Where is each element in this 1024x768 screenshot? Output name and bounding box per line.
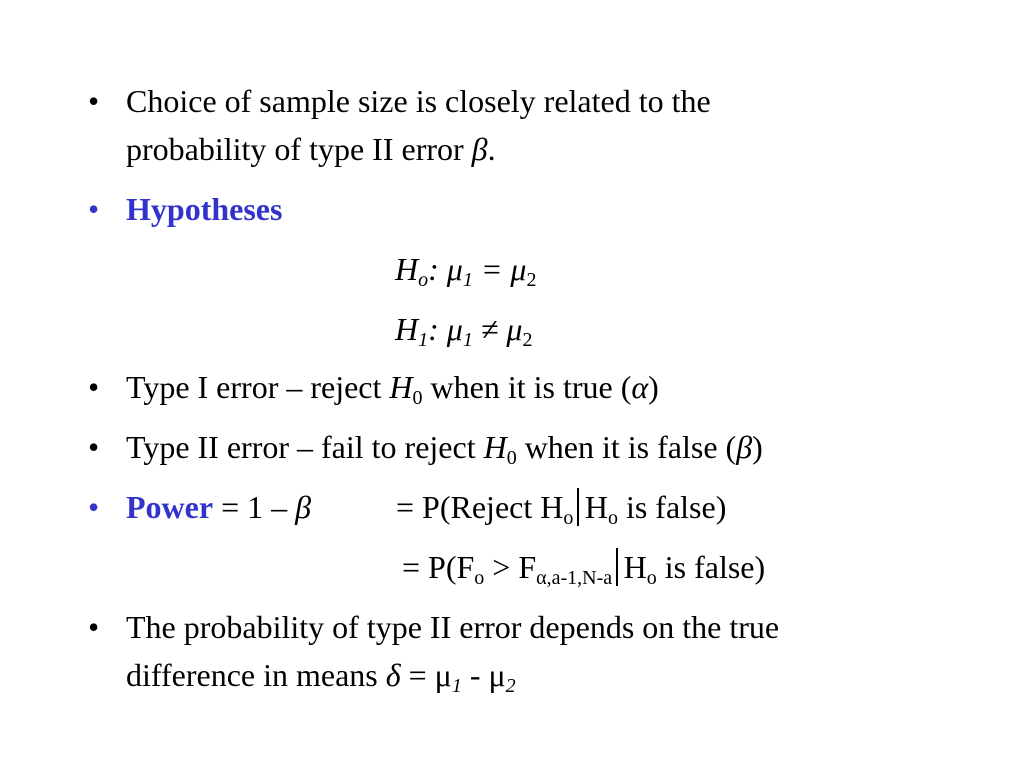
bullet-1-line-1: Choice of sample size is closely related to the [126,83,711,119]
power-line1-b: H [584,489,608,525]
h1-neq-mu2: ≠ μ [472,311,523,347]
beta-symbol: β [471,131,488,167]
type-one-error [126,368,659,409]
delta-sub2: 2 [505,675,516,697]
type-two-error [126,428,763,469]
type-one-text-a: Type I error – reject [126,369,390,405]
given-bar-1 [577,488,579,526]
h0-eq-mu2: = μ [472,251,527,287]
h1-H: H [395,311,419,347]
type-two-H: H [483,429,507,465]
type-two-close: ) [752,429,763,465]
power-line1-sub: o [563,507,574,529]
type-one-sub: 0 [412,387,423,409]
delta-minus: - μ [461,657,506,693]
h1-mu1: : μ [428,311,463,347]
power-eq: = 1 – [213,489,296,525]
bullet-2-marker: • [88,191,100,227]
bullet-1-text: probability of type II error [126,131,472,167]
type-two-text-a: Type II error – fail to reject [126,429,484,465]
power-line-2 [402,548,766,589]
bullet-5-marker: • [88,489,100,525]
power-line2-a: = P(F [402,549,475,585]
power-line1-c: is false) [617,489,727,525]
power-label: Power [126,489,214,525]
h0-H: H [395,251,419,287]
h1-mu2-sub: 2 [522,329,533,351]
bullet-6-marker: • [88,609,100,645]
alpha-symbol: α [631,369,649,405]
period: . [487,131,496,167]
bullet-6-line-2 [126,656,516,697]
type-one-H: H [389,369,413,405]
alternative-hypothesis [395,310,533,351]
bullet-1-line-2 [126,130,496,168]
power-line1-sub2: o [607,507,618,529]
h0-mu1-sub: 1 [462,269,473,291]
bullet-1-marker: • [88,83,100,119]
delta-symbol: δ [385,657,401,693]
power-line2-b: > F [484,549,537,585]
null-hypothesis [395,250,537,291]
power-line2-d: is false) [656,549,766,585]
type-two-sub: 0 [506,447,517,469]
power-line-1 [396,488,727,529]
power-line1-a: = P(Reject H [396,489,564,525]
bullet-3-marker: • [88,369,100,405]
h1-mu1-sub: 1 [462,329,473,351]
type-two-text-b: when it is false ( [516,429,737,465]
power-line2-sub: o [474,567,485,589]
power-line2-sub2: α,a-1,N-a [536,567,613,589]
h1-sub: 1 [418,329,429,351]
power-line2-sub3: o [646,567,657,589]
difference-text: difference in means [126,657,386,693]
power-definition [126,488,311,526]
delta-eq: = μ [400,657,452,693]
power-line2-c: H [623,549,647,585]
h0-sub: o [418,269,429,291]
beta-symbol-2: β [736,429,753,465]
h0-mu2-sub: 2 [526,269,537,291]
hypotheses-heading: Hypotheses [126,191,283,227]
delta-sub1: 1 [451,675,462,697]
type-one-text-b: when it is true ( [422,369,632,405]
h0-mu1: : μ [428,251,463,287]
given-bar-2 [616,548,618,586]
type-one-close: ) [648,369,659,405]
bullet-6-line-1: The probability of type II error depends on the true [126,609,780,645]
bullet-4-marker: • [88,429,100,465]
beta-symbol-3: β [295,489,312,525]
